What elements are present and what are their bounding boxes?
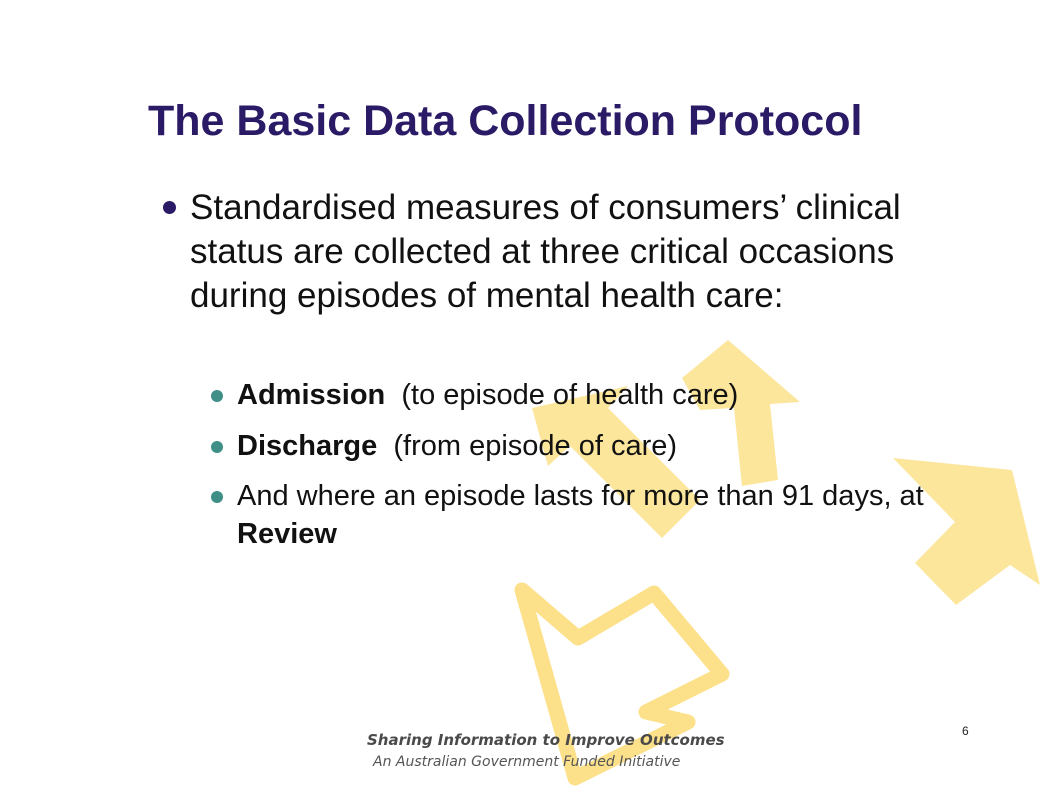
sub-item-discharge xyxy=(237,427,957,465)
sub-item-bold: Admission xyxy=(237,379,386,411)
sub-item-review xyxy=(237,477,937,553)
sub-item-bold: Discharge xyxy=(237,430,378,462)
sub-bullet-dot xyxy=(211,491,223,503)
sub-item-text: And where an episode lasts for more than 91 days, at xyxy=(237,480,924,512)
sub-item-text: (from episode of care) xyxy=(377,430,678,462)
footer-tagline: Sharing Information to Improve Outcomes xyxy=(367,731,725,749)
sub-bullet-dot xyxy=(211,441,223,453)
footer-subtitle: An Australian Government Funded Initiative xyxy=(373,754,681,770)
slide-title: The Basic Data Collection Protocol xyxy=(148,97,863,145)
sub-bullet-dot xyxy=(211,390,223,402)
sub-item-admission xyxy=(237,376,957,414)
arrow-outline-down-right-icon xyxy=(522,590,722,778)
bullet-dot xyxy=(163,201,176,214)
main-bullet-text: Standardised measures of consumers’ clinical status are collected at three critical occasions during episodes of mental health care: xyxy=(190,188,901,315)
page-number: 6 xyxy=(962,724,969,738)
sub-item-text: (to episode of health care) xyxy=(385,379,739,411)
sub-item-bold: Review xyxy=(237,518,337,550)
